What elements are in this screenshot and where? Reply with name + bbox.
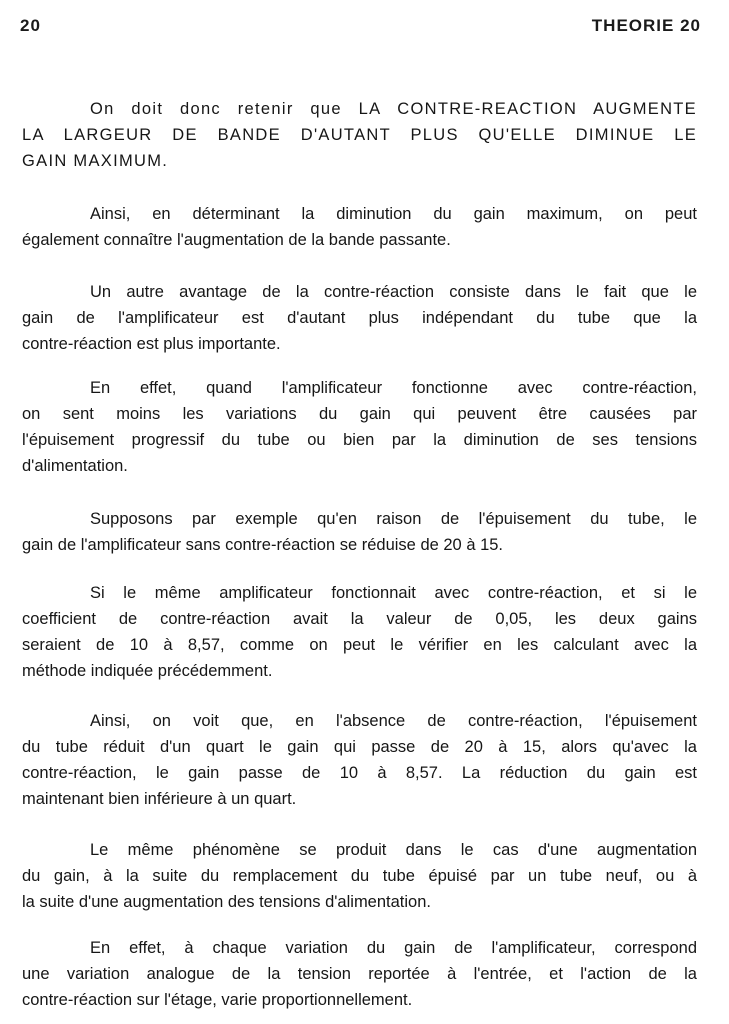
page-number: 20 (20, 16, 41, 35)
paragraph-line: l'épuisement progressif du tube ou bien par la diminution de ses tensions (22, 431, 697, 449)
paragraph-3 (22, 279, 697, 357)
paragraph-line: contre-réaction est plus importante. (22, 335, 281, 353)
paragraph-line: On doit donc retenir que LA CONTRE-REACTION AUGMENTE (90, 100, 697, 118)
paragraph-9 (22, 935, 697, 1013)
paragraph-line: seraient de 10 à 8,57, comme on peut le vérifier en les calculant avec la (22, 636, 697, 654)
paragraph-line: Ainsi, on voit que, en l'absence de contre-réaction, l'épuisement (90, 712, 697, 730)
paragraph-line: Supposons par exemple qu'en raison de l'épuisement du tube, le (90, 510, 697, 528)
paragraph-line: coefficient de contre-réaction avait la valeur de 0,05, les deux gains (22, 610, 697, 628)
paragraph-line: d'alimentation. (22, 457, 128, 475)
paragraph-2 (22, 201, 697, 253)
paragraph-6 (22, 580, 697, 684)
paragraph-line: Un autre avantage de la contre-réaction consiste dans le fait que le (90, 283, 697, 301)
paragraph-line: gain de l'amplificateur sans contre-réaction se réduise de 20 à 15. (22, 536, 504, 554)
paragraph-1 (22, 96, 697, 174)
paragraph-line: la suite d'une augmentation des tensions d'alimentation. (22, 893, 431, 911)
paragraph-line: LA LARGEUR DE BANDE D'AUTANT PLUS QU'ELLE DIMINUE LE (22, 126, 697, 144)
paragraph-line: Le même phénomène se produit dans le cas d'une augmentation (90, 841, 697, 859)
paragraph-line: Ainsi, en déterminant la diminution du gain maximum, on peut (90, 205, 697, 223)
paragraph-line: GAIN MAXIMUM. (22, 152, 169, 170)
paragraph-line: du gain, à la suite du remplacement du tube épuisé par un tube neuf, ou à (22, 867, 697, 885)
paragraph-line: du tube réduit d'un quart le gain qui passe de 20 à 15, alors qu'avec la (22, 738, 697, 756)
paragraph-line: méthode indiquée précédemment. (22, 662, 273, 680)
paragraph-line: maintenant bien inférieure à un quart. (22, 790, 297, 808)
paragraph-5 (22, 506, 697, 558)
paragraph-line: on sent moins les variations du gain qui peuvent être causées par (22, 405, 697, 423)
paragraph-line: En effet, quand l'amplificateur fonctionne avec contre-réaction, (90, 379, 697, 397)
paragraph-7 (22, 708, 697, 812)
paragraph-line: également connaître l'augmentation de la bande passante. (22, 231, 451, 249)
paragraph-line: contre-réaction, le gain passe de 10 à 8,57. La réduction du gain est (22, 764, 697, 782)
paragraph-line: En effet, à chaque variation du gain de l'amplificateur, correspond (90, 939, 697, 957)
section-header: THEORIE 20 (591, 16, 701, 35)
paragraph-8 (22, 837, 697, 915)
paragraph-line: Si le même amplificateur fonctionnait avec contre-réaction, et si le (90, 584, 697, 602)
paragraph-line: gain de l'amplificateur est d'autant plus indépendant du tube que la (22, 309, 697, 327)
paragraph-line: contre-réaction sur l'étage, varie proportionnellement. (22, 991, 413, 1009)
paragraph-4 (22, 375, 697, 479)
paragraph-line: une variation analogue de la tension reportée à l'entrée, et l'action de la (22, 965, 697, 983)
